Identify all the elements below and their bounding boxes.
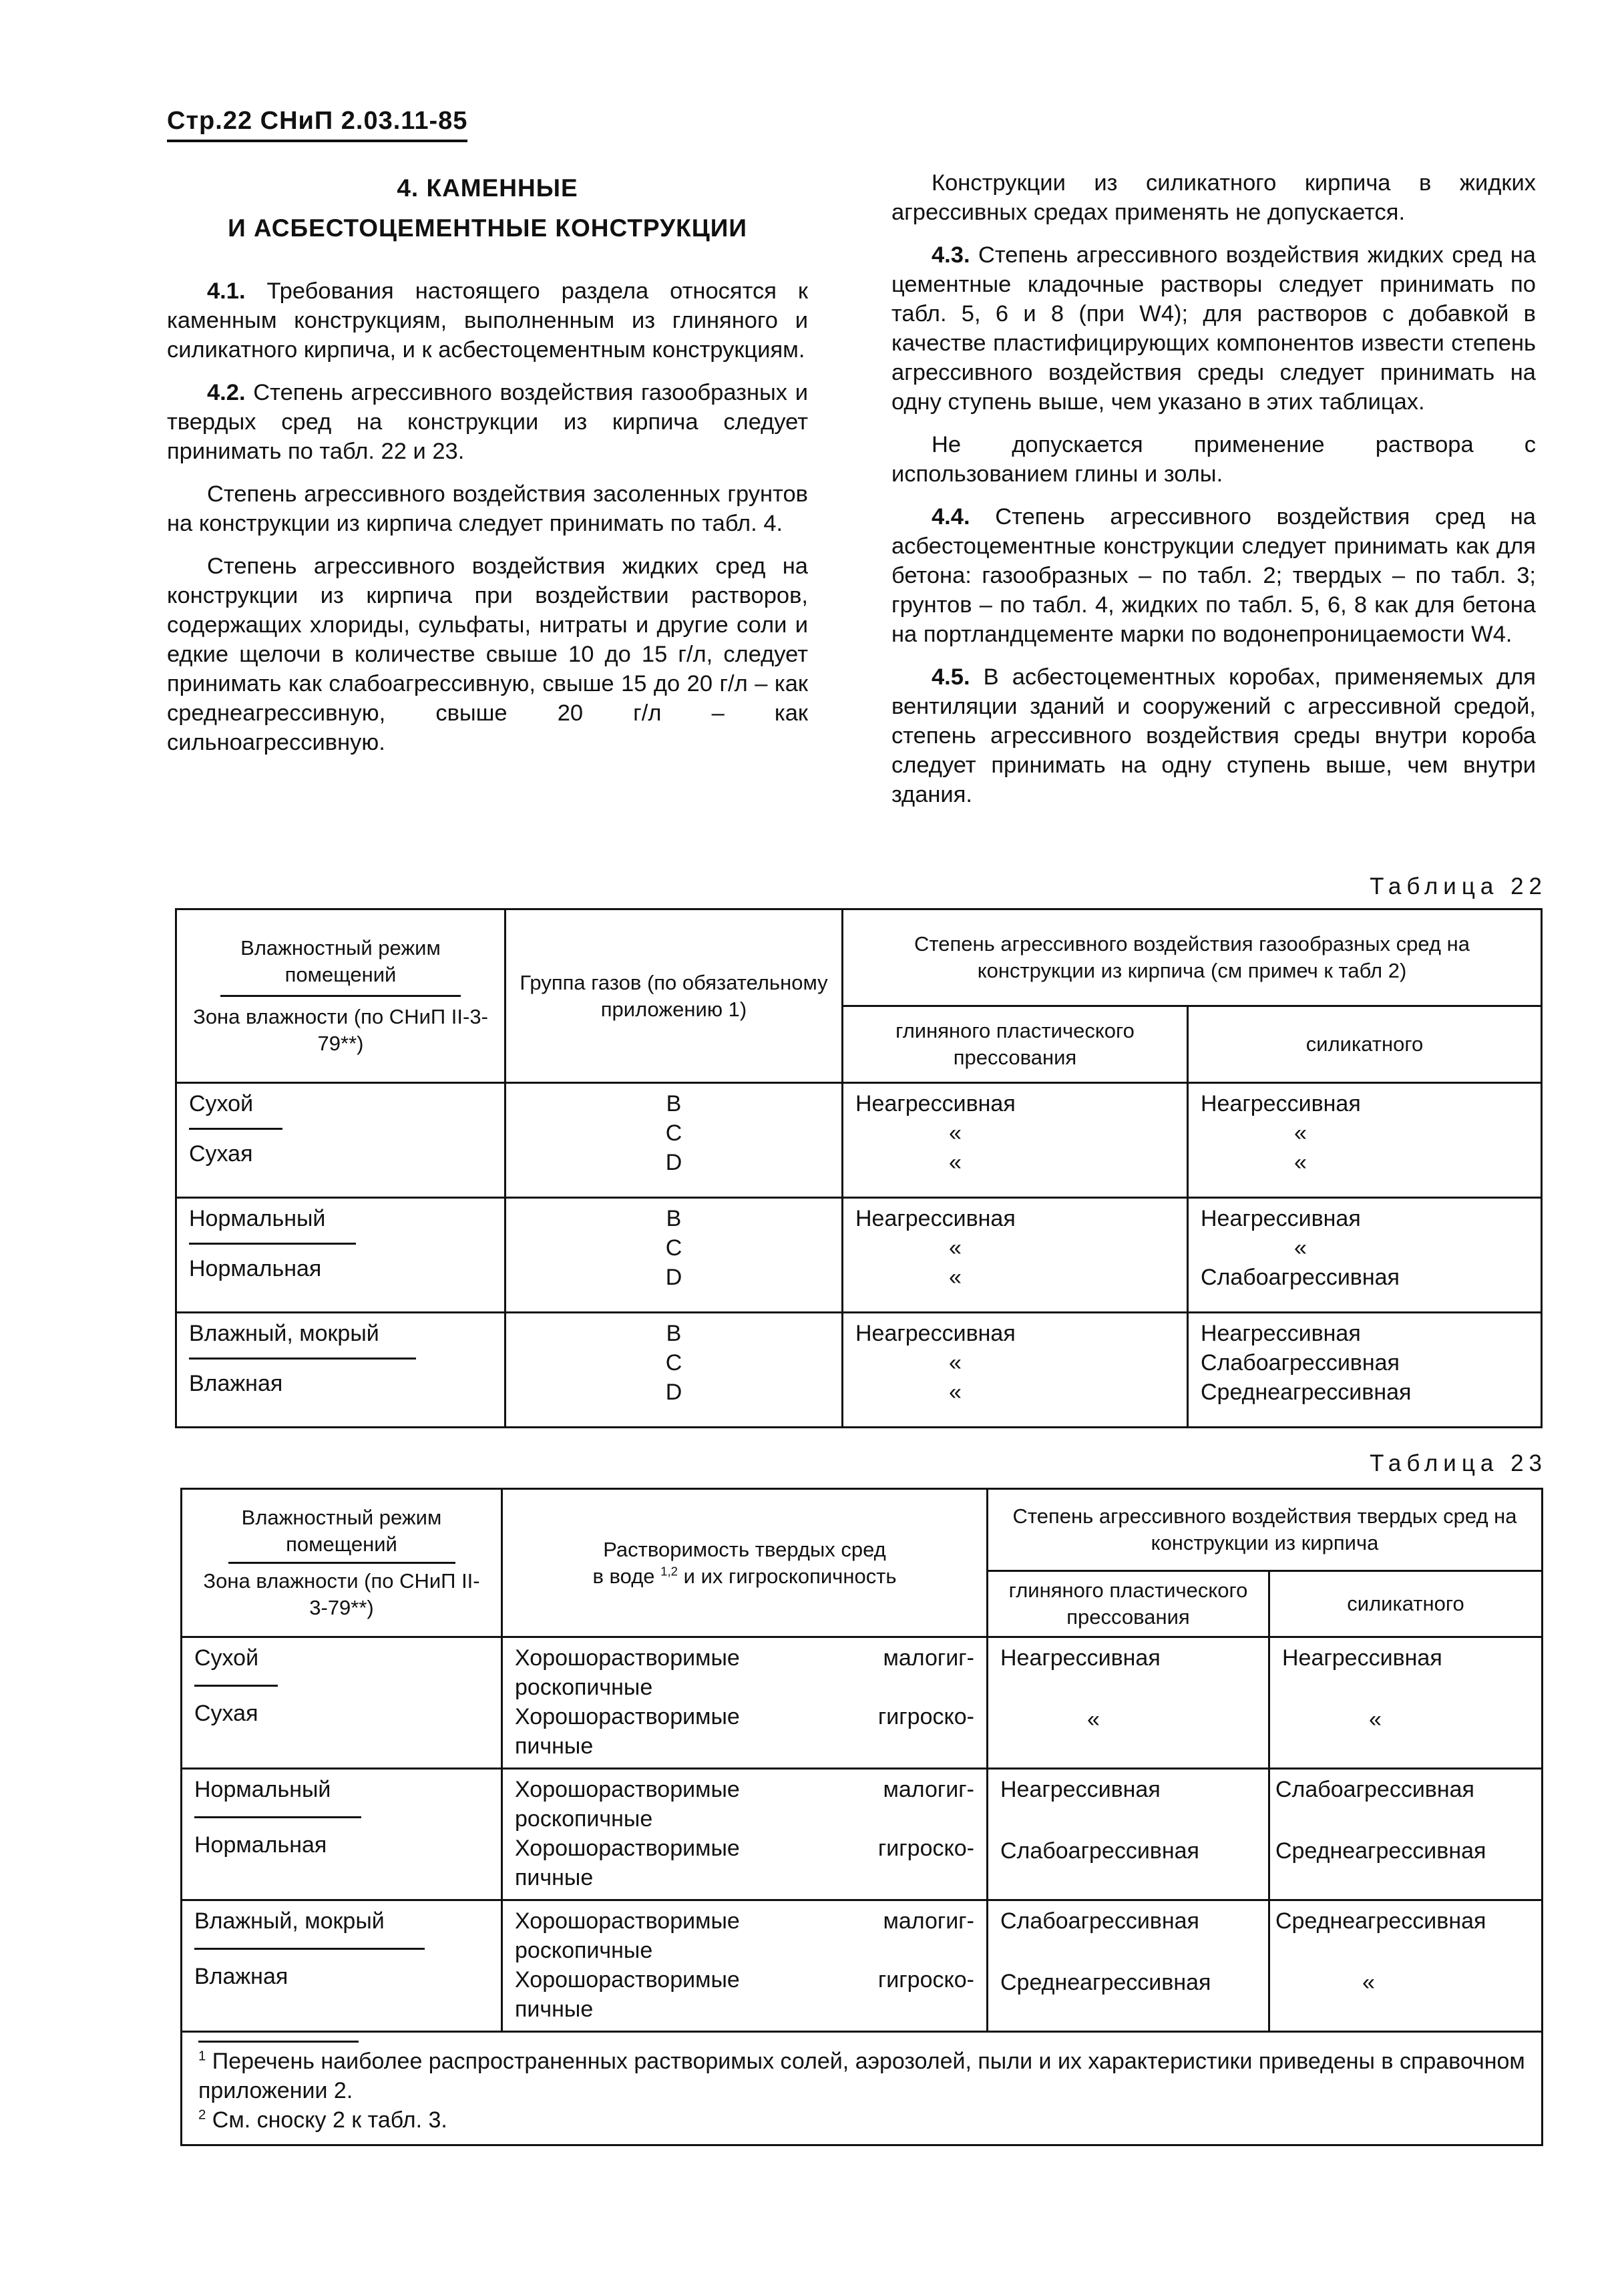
- t22-clay-cell: [843, 1313, 1188, 1428]
- paragraph-text: В асбестоцементных коробах, применяемых для вентиляции зданий и сооружений с агрессивной средой, степень агрессивного воздействия среды внутри короба следует принимать на одну ступень выше, чем внутри здания.: [891, 664, 1536, 807]
- solubility-high-line1: Хорошорастворимые гигроско-: [515, 1704, 974, 1729]
- regime-text: Влажный, мокрый: [189, 1321, 379, 1346]
- solubility-low-line1: Хорошорастворимые малогиг-: [515, 1645, 974, 1671]
- zone-text: Нормальная: [194, 1832, 327, 1858]
- paragraph-text: Степень агрессивного воздействия сред на асбестоцементные конструкции следует принимать как для бетона: газообразных – по табл. 2; твердых – по табл. 3; грунтов – по табл. 4, жидких по табл. 5, 6, 8 как для бетона на портландцементе марки по водонепроницаемости W4.: [891, 504, 1536, 647]
- paragraph-text: Степень агрессивного воздействия засоленных грунтов на конструкции из кирпича следует принимать по табл. 4.: [167, 481, 808, 536]
- ditto-mark: «: [949, 1350, 962, 1376]
- cell-divider: [189, 1243, 356, 1245]
- cell-divider: [194, 1816, 361, 1818]
- t22-regime-cell: [176, 1313, 505, 1428]
- group-value: D: [665, 1265, 682, 1290]
- t22-regime-cell: [176, 1083, 505, 1198]
- group-value: B: [666, 1321, 682, 1346]
- solubility-text: и их гигроскопичность: [683, 1564, 897, 1588]
- solubility-low-line1: Хорошорастворимые малогиг-: [515, 1777, 974, 1802]
- solubility-low-line2: роскопичные: [515, 1806, 653, 1832]
- t23-solubility-cell: [502, 1769, 988, 1900]
- degree-value: Неагрессивная: [1000, 1645, 1161, 1671]
- t22-group-cell: [505, 1198, 843, 1313]
- group-value: C: [665, 1120, 682, 1146]
- table-row: [176, 1083, 1542, 1198]
- table-22: [175, 908, 1543, 1428]
- footnote-ref: 1,2: [660, 1564, 678, 1579]
- t23-clay-cell: [988, 1637, 1269, 1769]
- group-value: D: [665, 1380, 682, 1405]
- paragraph-4-2: [167, 378, 808, 466]
- t23-regime-cell: [182, 1637, 502, 1769]
- ditto-mark: «: [949, 1380, 962, 1405]
- paragraph-text: Степень агрессивного воздействия жидких сред на цементные кладочные растворы следует принимать по табл. 5, 6 и 8 (при W4); для растворов с добавкой в качестве пластифицирующих компонентов извести степень агрессивного воздействия среды следует принимать на одну ступень выше, чем указано в этих таблицах.: [891, 242, 1536, 415]
- solubility-low-line2: роскопичные: [515, 1938, 653, 1963]
- ditto-mark: «: [1362, 1970, 1375, 1995]
- t22-silicate-cell: [1188, 1198, 1542, 1313]
- solubility-high-line2: пичные: [515, 1997, 594, 2022]
- solubility-high-line2: пичные: [515, 1733, 594, 1759]
- t22-group-cell: [505, 1313, 843, 1428]
- regime-text: Нормальный: [189, 1206, 326, 1231]
- degree-value: Неагрессивная: [1201, 1091, 1361, 1116]
- clause-number: 4.4.: [932, 504, 970, 530]
- solubility-high-line1: Хорошорастворимые гигроско-: [515, 1836, 974, 1861]
- ditto-mark: «: [1294, 1150, 1307, 1175]
- table22-caption: Таблица 22: [1370, 873, 1547, 899]
- t22-header-regime: [176, 909, 505, 1083]
- degree-value: Слабоагрессивная: [1000, 1908, 1199, 1934]
- footnote-1: [198, 2047, 1529, 2105]
- cell-divider: [189, 1128, 282, 1130]
- degree-value: Среднеагрессивная: [1000, 1970, 1211, 1995]
- ditto-mark: «: [1087, 1707, 1100, 1732]
- degree-value: Среднеагрессивная: [1201, 1380, 1412, 1405]
- clause-number: 4.3.: [932, 242, 970, 268]
- left-column: [167, 168, 808, 771]
- paragraph-text: Требования настоящего раздела относятся к каменным конструкциям, выполненным из глиняного и силикатного кирпича, и к асбестоцементным конструкциям.: [167, 278, 808, 363]
- t22-header-regime-text: Влажностный режим помещений: [240, 936, 441, 986]
- paragraph-text: Не допускается применение раствора с использованием глины и золы.: [891, 432, 1536, 487]
- degree-value: Неагрессивная: [855, 1091, 1016, 1116]
- zone-text: Сухая: [194, 1701, 258, 1726]
- header-divider: [220, 995, 461, 997]
- t22-regime-cell: [176, 1198, 505, 1313]
- t22-header-zone-text: Зона влажности (по СНиП II-3-79**): [193, 1005, 488, 1055]
- t23-regime-cell: [182, 1900, 502, 2032]
- solubility-line2: [515, 1563, 974, 1590]
- t23-header-silicate: силикатного: [1269, 1571, 1543, 1637]
- group-value: C: [665, 1350, 682, 1376]
- paragraph-clay-ash: [891, 430, 1536, 489]
- paragraph-silicate-note: [891, 168, 1536, 227]
- t22-header-degree: Степень агрессивного воздействия газообразных сред на конструкции из кирпича (см примеч к табл 2): [843, 909, 1542, 1006]
- t23-solubility-cell: [502, 1637, 988, 1769]
- table-row: [182, 1637, 1543, 1769]
- paragraph-text: Конструкции из силикатного кирпича в жидких агрессивных средах применять не допускается.: [891, 170, 1536, 225]
- zone-text: Сухая: [189, 1141, 253, 1167]
- section-title-line1: 4. КАМЕННЫЕ: [397, 174, 578, 202]
- paragraph-liquid-media: [167, 552, 808, 757]
- t23-regime-cell: [182, 1769, 502, 1900]
- table-row: [176, 1313, 1542, 1428]
- right-column: [891, 168, 1536, 823]
- t23-header-clay: глиняного пластического прессования: [988, 1571, 1269, 1637]
- zone-text: Нормальная: [189, 1256, 322, 1281]
- group-value: C: [665, 1235, 682, 1261]
- footnote-text: См. сноску 2 к табл. 3.: [212, 2107, 447, 2133]
- t23-silicate-cell: [1269, 1637, 1543, 1769]
- t22-silicate-cell: [1188, 1313, 1542, 1428]
- ditto-mark: «: [949, 1150, 962, 1175]
- paragraph-4-3: [891, 240, 1536, 417]
- t23-header-solubility: [502, 1489, 988, 1637]
- table-row: [182, 1769, 1543, 1900]
- footnotes-row: [182, 2032, 1543, 2145]
- degree-value: Неагрессивная: [1000, 1777, 1161, 1802]
- t22-silicate-cell: [1188, 1083, 1542, 1198]
- group-value: B: [666, 1206, 682, 1231]
- t23-silicate-cell: [1269, 1900, 1543, 2032]
- footnote-text: Перечень наиболее распространенных растворимых солей, аэрозолей, пыли и их характеристики приведены в справочном приложении 2.: [198, 2049, 1525, 2103]
- regime-text: Нормальный: [194, 1777, 331, 1802]
- table-row: [182, 1900, 1543, 2032]
- degree-value: Неагрессивная: [1201, 1206, 1361, 1231]
- paragraph-text: Степень агрессивного воздействия жидких сред на конструкции из кирпича при воздействии растворов, содержащих хлориды, сульфаты, нитраты и другие соли и едкие щелочи в количестве свыше 10 до 15 г/л, следует принимать как слабоагрессивную, свыше 15 до 20 г/л – как среднеагрессивную, свыше 20 г/л – как сильноагрессивную.: [167, 554, 808, 755]
- degree-value: Неагрессивная: [855, 1206, 1016, 1231]
- degree-value: Слабоагрессивная: [1201, 1265, 1400, 1290]
- t23-header-regime: [182, 1489, 502, 1637]
- ditto-mark: «: [1369, 1707, 1382, 1732]
- ditto-mark: «: [1294, 1120, 1307, 1146]
- footnote-divider: [198, 2041, 359, 2043]
- regime-text: Влажный, мокрый: [194, 1908, 385, 1934]
- t22-header-group: Группа газов (по обязательному приложению 1): [505, 909, 843, 1083]
- degree-value: Неагрессивная: [1201, 1321, 1361, 1346]
- cell-divider: [194, 1685, 278, 1687]
- cell-divider: [189, 1358, 416, 1360]
- regime-text: Сухой: [194, 1645, 259, 1671]
- degree-value: Среднеагрессивная: [1275, 1908, 1486, 1934]
- group-value: D: [665, 1150, 682, 1175]
- degree-value: Слабоагрессивная: [1000, 1838, 1199, 1864]
- solubility-low-line2: роскопичные: [515, 1675, 653, 1700]
- paragraph-4-4: [891, 502, 1536, 649]
- t22-clay-cell: [843, 1198, 1188, 1313]
- t22-clay-cell: [843, 1083, 1188, 1198]
- footnote-marker: 1: [198, 2049, 206, 2064]
- solubility-high-line1: Хорошорастворимые гигроско-: [515, 1967, 974, 1993]
- solubility-text: в воде: [592, 1564, 655, 1588]
- ditto-mark: «: [1294, 1235, 1307, 1261]
- solubility-low-line1: Хорошорастворимые малогиг-: [515, 1908, 974, 1934]
- group-value: B: [666, 1091, 682, 1116]
- t23-header-regime-text: Влажностный режим помещений: [241, 1506, 442, 1556]
- solubility-high-line2: пичные: [515, 1865, 594, 1890]
- t22-header-clay: глиняного пластического прессования: [843, 1006, 1188, 1083]
- header-divider: [228, 1562, 455, 1564]
- zone-text: Влажная: [189, 1371, 283, 1396]
- t22-header-silicate: силикатного: [1188, 1006, 1542, 1083]
- footnote-marker: 2: [198, 2107, 206, 2123]
- section-title-line2: И АСБЕСТОЦЕМЕНТНЫЕ КОНСТРУКЦИИ: [228, 214, 747, 242]
- regime-text: Сухой: [189, 1091, 254, 1116]
- table-23: [180, 1488, 1543, 2146]
- paragraph-saline-soils: [167, 479, 808, 538]
- degree-value: Слабоагрессивная: [1275, 1777, 1474, 1802]
- t22-group-cell: [505, 1083, 843, 1198]
- cell-divider: [194, 1948, 425, 1950]
- degree-value: Слабоагрессивная: [1201, 1350, 1400, 1376]
- degree-value: Неагрессивная: [855, 1321, 1016, 1346]
- t23-clay-cell: [988, 1900, 1269, 2032]
- footnote-2: [198, 2105, 1529, 2135]
- t23-header-zone-text: Зона влажности (по СНиП II-3-79**): [203, 1569, 480, 1619]
- section-title: [167, 168, 808, 248]
- table-row: [176, 1198, 1542, 1313]
- table23-caption: Таблица 23: [1370, 1450, 1547, 1476]
- t23-header-degree: Степень агрессивного воздействия твердых сред на конструкции из кирпича: [988, 1489, 1543, 1571]
- degree-value: Неагрессивная: [1282, 1645, 1442, 1671]
- t23-silicate-cell: [1269, 1769, 1543, 1900]
- clause-number: 4.2.: [207, 380, 246, 405]
- clause-number: 4.5.: [932, 664, 970, 690]
- ditto-mark: «: [949, 1235, 962, 1261]
- footnotes-cell: [182, 2032, 1543, 2145]
- paragraph-text: Степень агрессивного воздействия газообразных и твердых сред на конструкции из кирпича следует принимать по табл. 22 и 23.: [167, 380, 809, 464]
- clause-number: 4.1.: [207, 278, 246, 304]
- page-header: Стр.22 СНиП 2.03.11-85: [167, 107, 467, 142]
- degree-value: Среднеагрессивная: [1275, 1838, 1486, 1864]
- zone-text: Влажная: [194, 1964, 288, 1989]
- t23-solubility-cell: [502, 1900, 988, 2032]
- ditto-mark: «: [949, 1265, 962, 1290]
- solubility-line1: Растворимость твердых сред: [603, 1537, 886, 1561]
- ditto-mark: «: [949, 1120, 962, 1146]
- paragraph-4-5: [891, 662, 1536, 809]
- paragraph-4-1: [167, 276, 808, 365]
- t23-clay-cell: [988, 1769, 1269, 1900]
